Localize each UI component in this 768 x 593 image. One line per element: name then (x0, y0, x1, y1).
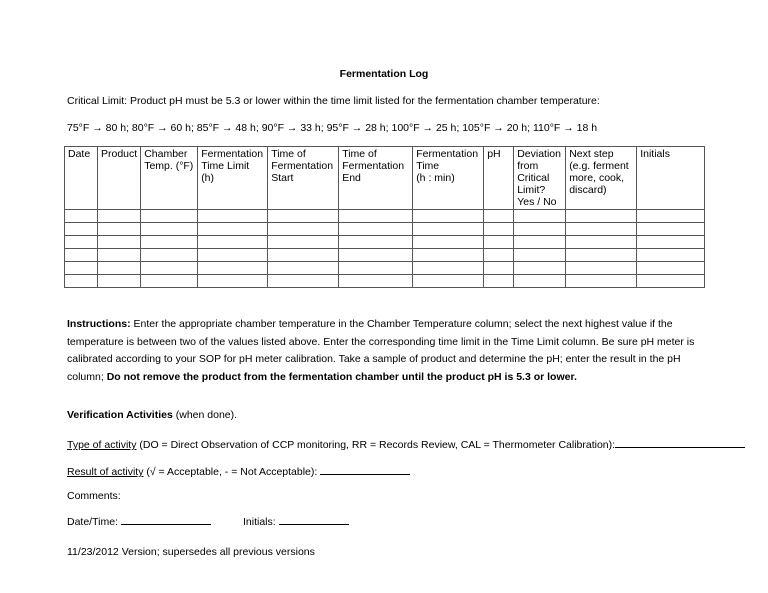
header-line: discard) (569, 184, 607, 196)
instructions-label: Instructions: (67, 318, 131, 330)
table-cell[interactable] (65, 210, 98, 223)
table-cell[interactable] (141, 210, 198, 223)
table-cell[interactable] (566, 249, 637, 262)
header-line: Temp. (°F) (144, 160, 194, 172)
table-cell[interactable] (484, 249, 514, 262)
table-cell[interactable] (514, 262, 566, 275)
table-cell[interactable] (198, 249, 268, 262)
table-cell[interactable] (98, 275, 141, 288)
table-cell[interactable] (637, 275, 705, 288)
header-line: Time Limit (201, 160, 250, 172)
table-cell[interactable] (637, 210, 705, 223)
table-cell[interactable] (637, 262, 705, 275)
column-header (484, 147, 514, 210)
table-cell[interactable] (484, 262, 514, 275)
header-line: Product (101, 148, 138, 160)
table-cell[interactable] (413, 223, 484, 236)
column-header (141, 147, 198, 210)
table-row (65, 223, 705, 236)
verification-heading: Verification Activities (when done). (67, 409, 238, 421)
datetime-field[interactable] (121, 513, 211, 525)
result-of-activity-field[interactable] (320, 463, 410, 475)
table-cell[interactable] (339, 223, 413, 236)
column-header (198, 147, 268, 210)
fermentation-log-table (64, 146, 705, 288)
table-cell[interactable] (637, 223, 705, 236)
table-cell[interactable] (98, 262, 141, 275)
table-row (65, 275, 705, 288)
column-header (339, 147, 413, 210)
table-cell[interactable] (198, 210, 268, 223)
table-cell[interactable] (484, 210, 514, 223)
table-cell[interactable] (339, 210, 413, 223)
column-header (98, 147, 141, 210)
header-line: from (517, 160, 539, 172)
header-line: Start (271, 172, 294, 184)
initials-field[interactable] (279, 513, 349, 525)
column-header (514, 147, 566, 210)
header-line: Critical (517, 172, 550, 184)
table-row (65, 236, 705, 249)
table-cell[interactable] (198, 262, 268, 275)
table-cell[interactable] (65, 223, 98, 236)
header-line: Deviation (517, 148, 561, 160)
table-cell[interactable] (566, 210, 637, 223)
table-cell[interactable] (339, 275, 413, 288)
header-line: Date (68, 148, 91, 160)
column-header (268, 147, 339, 210)
header-line: Chamber (144, 148, 188, 160)
header-line: more, cook, (569, 172, 625, 184)
table-row (65, 210, 705, 223)
header-line: Time of (271, 148, 306, 160)
table-cell[interactable] (637, 249, 705, 262)
header-line: (e.g. ferment (569, 160, 629, 172)
header-line: pH (487, 148, 501, 160)
instructions (67, 316, 717, 386)
table-row (65, 262, 705, 275)
table-cell[interactable] (65, 262, 98, 275)
header-line: Time of (342, 148, 377, 160)
table-cell[interactable] (339, 262, 413, 275)
header-line: Time (416, 160, 440, 172)
page-title: Fermentation Log (339, 68, 429, 80)
temperature-limits: 75°F → 80 h; 80°F → 60 h; 85°F → 48 h; 90°F → 33 h; 95°F → 28 h; 100°F → 25 h; 105°F → 20 h; 110°F → 18 h (67, 122, 598, 134)
table-cell[interactable] (484, 275, 514, 288)
table-cell[interactable] (514, 249, 566, 262)
table-cell[interactable] (98, 249, 141, 262)
datetime: Date/Time: (67, 513, 211, 529)
version-note: 11/23/2012 Version; supersedes all previous versions (67, 546, 315, 558)
table-cell[interactable] (484, 223, 514, 236)
header-line: Limit? (517, 184, 546, 196)
instructions-warning: Do not remove the product from the fermentation chamber until the product pH is 5.3 or lower. (106, 370, 577, 383)
header-line: (h) (201, 172, 215, 184)
initials: Initials: (243, 513, 349, 529)
table-cell[interactable] (141, 249, 198, 262)
table-cell[interactable] (413, 236, 484, 249)
header-line: Next step (569, 148, 614, 160)
header-line: Fermentation (271, 160, 334, 172)
table-cell[interactable] (65, 236, 98, 249)
table-cell[interactable] (268, 275, 339, 288)
header-line: Yes / No (517, 196, 557, 208)
table-cell[interactable] (566, 236, 637, 249)
table-cell[interactable] (514, 275, 566, 288)
table-cell[interactable] (198, 223, 268, 236)
table-cell[interactable] (268, 262, 339, 275)
table-cell[interactable] (566, 275, 637, 288)
table-cell[interactable] (514, 210, 566, 223)
table-cell[interactable] (268, 249, 339, 262)
table-cell[interactable] (413, 249, 484, 262)
table-cell[interactable] (268, 210, 339, 223)
column-header (566, 147, 637, 210)
type-of-activity: Type of activity (DO = Direct Observation of CCP monitoring, RR = Records Review, CAL = Thermometer Calibration): (67, 436, 745, 452)
comments-label: Comments: (67, 490, 121, 502)
header-line: (h : min) (416, 172, 455, 184)
header-line: Fermentation (416, 148, 479, 160)
table-cell[interactable] (514, 236, 566, 249)
table-cell[interactable] (339, 249, 413, 262)
table-cell[interactable] (566, 262, 637, 275)
table-cell[interactable] (413, 262, 484, 275)
instructions-text: Enter the appropriate chamber temperature in the Chamber Temperature column; select the next highest value if the temperature is between two of the values listed above. Enter the corresponding time limit in the Time Limit column. Be sure pH meter is calibrated according to your SOP for pH meter calibration. Take a sample of product and determine the pH; enter the result in the pH column; (67, 318, 695, 383)
table-cell[interactable] (339, 236, 413, 249)
column-header (637, 147, 705, 210)
table-cell[interactable] (65, 275, 98, 288)
type-of-activity-field[interactable] (615, 436, 745, 448)
table-cell[interactable] (413, 210, 484, 223)
table-cell[interactable] (141, 275, 198, 288)
header-line: Fermentation (201, 148, 264, 160)
table-cell[interactable] (141, 236, 198, 249)
critical-limit-text: Critical Limit: Product pH must be 5.3 or lower within the time limit listed for the fermentation chamber temperature: (67, 95, 600, 107)
table-cell[interactable] (268, 236, 339, 249)
table-cell[interactable] (514, 223, 566, 236)
result-of-activity: Result of activity (√ = Acceptable, - = Not Acceptable): (67, 463, 410, 479)
table-cell[interactable] (98, 210, 141, 223)
table-row (65, 249, 705, 262)
header-line: Initials (640, 148, 670, 160)
column-header (413, 147, 484, 210)
table-cell[interactable] (268, 223, 339, 236)
table-cell[interactable] (566, 223, 637, 236)
table-cell[interactable] (637, 236, 705, 249)
header-line: End (342, 172, 361, 184)
table-cell[interactable] (98, 223, 141, 236)
column-header (65, 147, 98, 210)
table-cell[interactable] (98, 236, 141, 249)
table-cell[interactable] (141, 223, 198, 236)
header-line: Fermentation (342, 160, 405, 172)
table-cell[interactable] (65, 249, 98, 262)
table-cell[interactable] (198, 236, 268, 249)
table-cell[interactable] (141, 262, 198, 275)
table-cell[interactable] (198, 275, 268, 288)
table-cell[interactable] (413, 275, 484, 288)
table-cell[interactable] (484, 236, 514, 249)
